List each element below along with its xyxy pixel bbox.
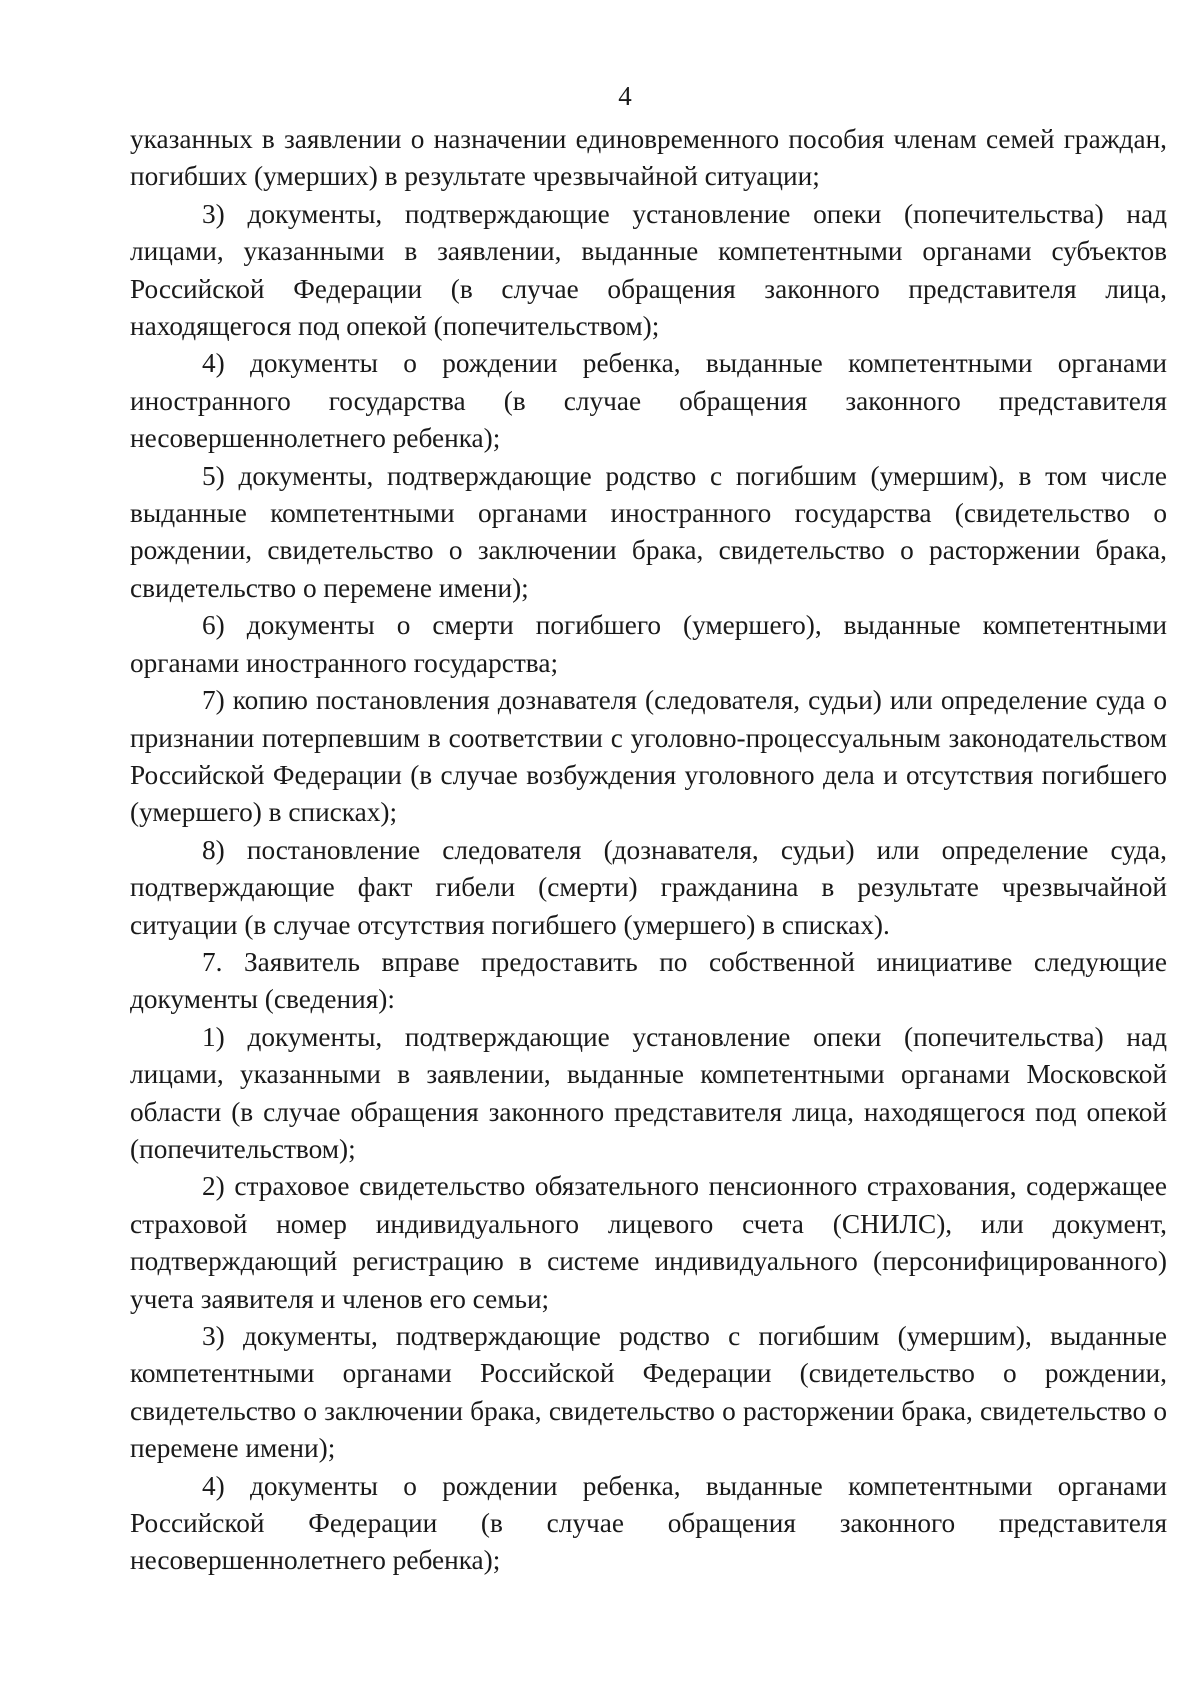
paragraph-item-7-victim-ruling: 7) копию постановления дознавателя (следователя, судьи) или определение суда о признании потерпевшим в соответствии с уголовно-процессуальным законодательством Российской Федерации (в случае возбуждения уголовного дела и отсутствия погибшего (умершего) в списках);: [130, 685, 1167, 828]
page-number: 4: [618, 81, 632, 111]
paragraph-section-7: 7. Заявитель вправе предоставить по собственной инициативе следующие документы (сведения):: [130, 946, 1167, 1015]
document-body: [130, 121, 1167, 1580]
paragraph-item-1-guardianship-moscow: 1) документы, подтверждающие установление опеки (попечительства) над лицами, указанными в заявлении, выданные компетентными органами Московской области (в случае обращения законного представителя лица, находящегося под опекой (попечительством);: [130, 1021, 1167, 1164]
paragraph-item-4-birth-foreign: 4) документы о рождении ребенка, выданные компетентными органами иностранного государства (в случае обращения законного представителя несовершеннолетнего ребенка);: [130, 348, 1167, 454]
paragraph-item-3-guardianship: 3) документы, подтверждающие установление опеки (попечительства) над лицами, указанными в заявлении, выданные компетентными органами субъектов Российской Федерации (в случае обращения законного представителя лица, находящегося под опекой (попечительством);: [130, 198, 1167, 342]
paragraph-item-2-snils: 2) страховое свидетельство обязательного пенсионного страхования, содержащее страховой номер индивидуального лицевого счета (СНИЛС), или документ, подтверждающий регистрацию в системе индивидуального (персонифицированного) учета заявителя и членов его семьи;: [130, 1171, 1167, 1314]
paragraph-item-8-death-ruling: 8) постановление следователя (дознавателя, судьи) или определение суда, подтверждающие факт гибели (смерти) гражданина в результате чрезвычайной ситуации (в случае отсутствия погибшего (умершего) в списках).: [130, 834, 1167, 940]
paragraph-item-6-death-foreign: 6) документы о смерти погибшего (умершего), выданные компетентными органами иностранного государства;: [130, 610, 1167, 678]
paragraph-item-4-birth-rf: 4) документы о рождении ребенка, выданные компетентными органами Российской Федерации (в случае обращения законного представителя несовершеннолетнего ребенка);: [130, 1470, 1167, 1576]
paragraph-continuation: указанных в заявлении о назначении единовременного пособия членам семей граждан, погибших (умерших) в результате чрезвычайной ситуации;: [130, 124, 1167, 192]
paragraph-item-3-kinship-rf: 3) документы, подтверждающие родство с погибшим (умершим), выданные компетентными органами Российской Федерации (свидетельство о рождении, свидетельство о заключении брака, свидетельство о расторжении брака, свидетельство о перемене имени);: [130, 1321, 1167, 1464]
paragraph-item-5-kinship-foreign: 5) документы, подтверждающие родство с погибшим (умершим), в том числе выданные компетентными органами иностранного государства (свидетельство о рождении, свидетельство о заключении брака, свидетельство о расторжении брака, свидетельство о перемене имени);: [130, 460, 1167, 603]
